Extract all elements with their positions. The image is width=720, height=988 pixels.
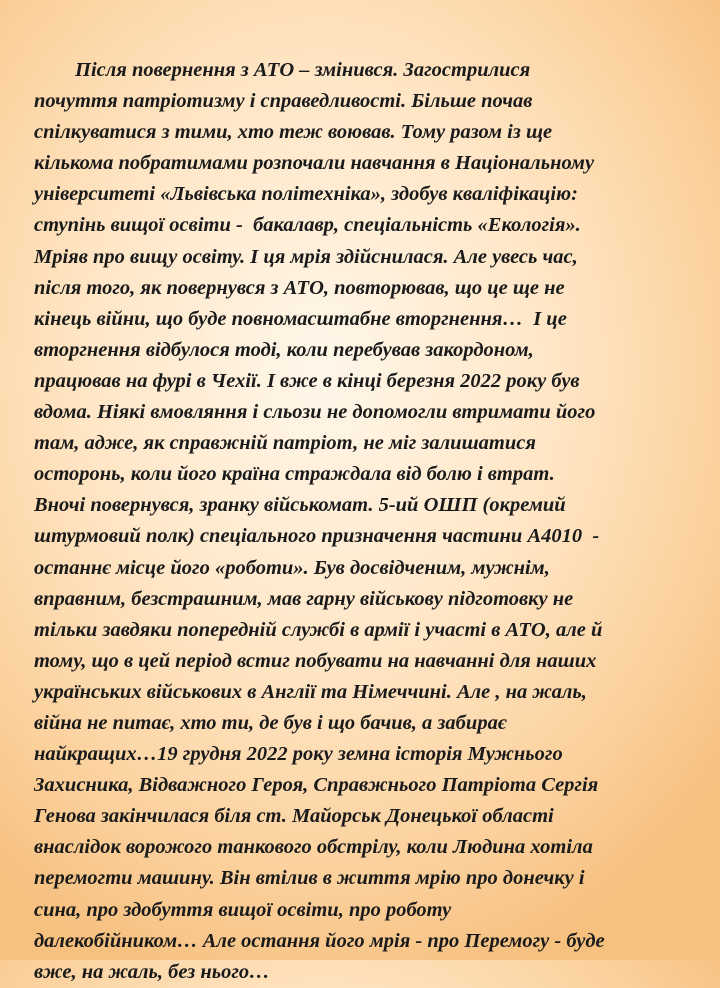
text-line: тільки завдяки попередній службі в армії і участі в АТО, але й	[34, 618, 603, 641]
text-line: вдома. Ніякі вмовляння і сльози не допомогли втримати його	[34, 401, 596, 424]
text-line: штурмовий полк) спеціального призначення частини А4010 -	[34, 525, 600, 548]
text-line: там, адже, як справжній патріот, не міг залишатися	[34, 432, 536, 455]
text-line: Мріяв про вищу освіту. І ця мрія здійснилася. Але увесь час,	[34, 245, 578, 268]
text-line: найкращих…19 грудня 2022 року земна історія Мужнього	[34, 743, 563, 766]
text-line: далекобійником… Але остання його мрія - про Перемогу - буде	[34, 929, 605, 952]
text-line: університеті «Львівська політехніка», здобув кваліфікацію:	[34, 183, 578, 206]
text-line: вправним, безстрашним, мав гарну військову підготовку не	[34, 587, 574, 610]
text-line: працював на фурі в Чехії. І вже в кінці березня 2022 року був	[34, 369, 580, 392]
text-line: спілкуватися з тими, хто теж воював. Тому разом із ще	[34, 121, 553, 144]
text-line: тому, що в цей період встиг побувати на навчанні для наших	[34, 649, 597, 672]
text-line: осторонь, коли його країна страждала від болю і втрат.	[34, 463, 555, 486]
text-line: українських військових в Англії та Німеччині. Але , на жаль,	[34, 680, 587, 703]
text-line: Захисника, Відважного Героя, Справжнього Патріота Сергія	[34, 774, 599, 797]
text-line: після того, як повернувся з АТО, повторював, що це ще не	[34, 276, 565, 299]
text-line: почуття патріотизму і справедливості. Більше почав	[34, 90, 533, 113]
text-line: кінець війни, що буде повномасштабне вторгнення… І це	[34, 307, 567, 330]
text-line: Вночі повернувся, зранку військомат. 5-ий ОШП (окремий	[34, 494, 566, 517]
text-line: Генова закінчилася біля ст. Майорськ Донецької області	[34, 805, 554, 828]
text-line: кількома побратимами розпочали навчання в Національному	[34, 152, 595, 175]
text-line: перемогти машину. Він втілив в життя мрію про донечку і	[34, 867, 585, 890]
text-line: вже, на жаль, без нього…	[34, 960, 270, 983]
text-line: ступінь вищої освіти - бакалавр, спеціальність «Екологія».	[34, 214, 581, 237]
text-line: вторгнення відбулося тоді, коли перебував закордоном,	[34, 338, 534, 361]
memorial-text	[34, 55, 704, 988]
text-line: внаслідок ворожого танкового обстрілу, коли Людина хотіла	[34, 836, 593, 859]
text-line: Після повернення з АТО – змінився. Загострилися	[34, 59, 531, 81]
text-line: сина, про здобуття вищої освіти, про роботу	[34, 898, 452, 921]
text-line: війна не питає, хто ти, де був і що бачив, а забирає	[34, 711, 507, 734]
text-line: останнє місце його «роботи». Був досвідченим, мужнім,	[34, 556, 550, 579]
